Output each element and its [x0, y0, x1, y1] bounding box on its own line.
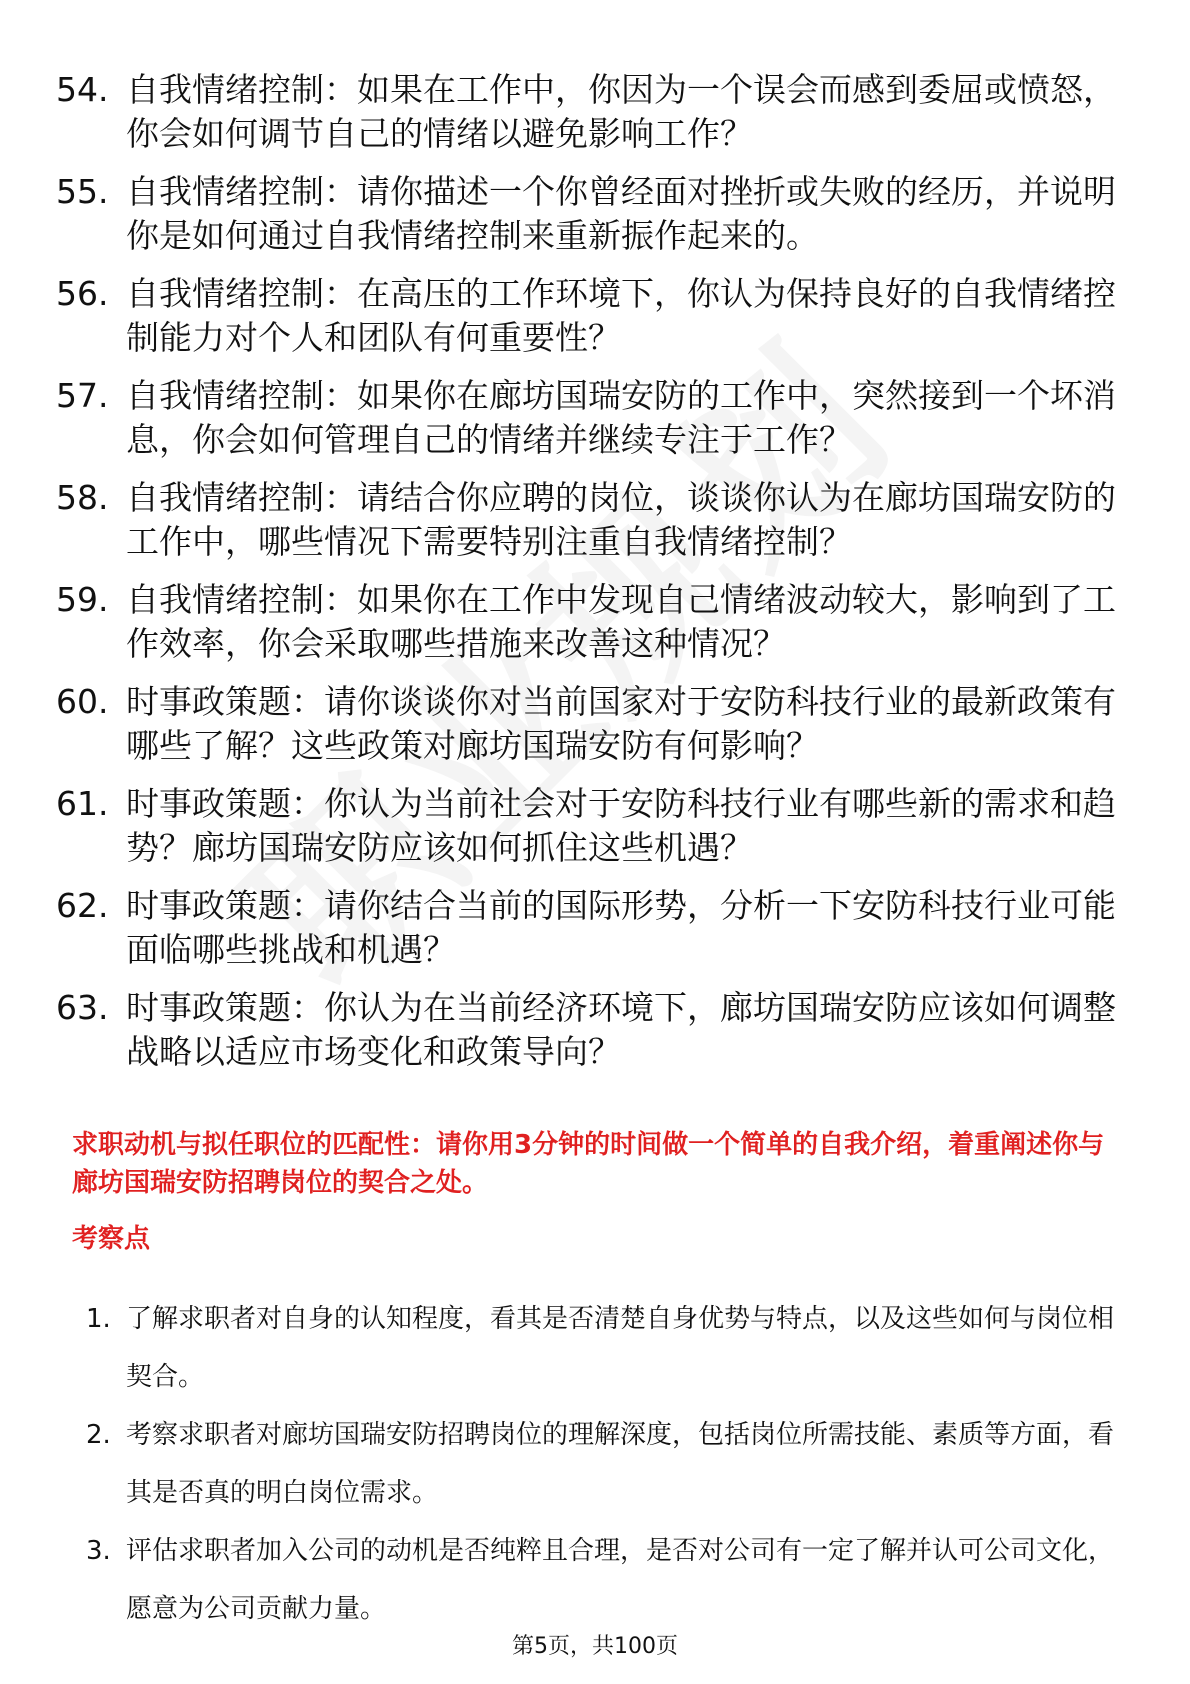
question-item — [56, 578, 1136, 666]
question-text: 自我情绪控制：在高压的工作环境下，你认为保持良好的自我情绪控制能力对个人和团队有何重要性？ — [126, 274, 1116, 357]
point-text: 了解求职者对自身的认知程度，看其是否清楚自身优势与特点，以及这些如何与岗位相契合。 — [126, 1304, 1115, 1392]
question-number: 56. — [56, 274, 109, 313]
question-item — [56, 476, 1136, 564]
section-heading: 求职动机与拟任职位的匹配性：请你用3分钟的时间做一个简单的自我介绍，着重阐述你与廊坊国瑞安防招聘岗位的契合之处。 — [72, 1130, 1105, 1198]
question-text: 自我情绪控制：如果在工作中，你因为一个误会而感到委屈或愤怒，你会如何调节自己的情绪以避免影响工作？ — [126, 70, 1116, 153]
question-number: 63. — [56, 988, 109, 1027]
question-text: 时事政策题：你认为当前社会对于安防科技行业有哪些新的需求和趋势？廊坊国瑞安防应该如何抓住这些机遇？ — [126, 784, 1116, 867]
point-item — [86, 1406, 1126, 1522]
question-item — [56, 680, 1136, 768]
question-list — [56, 68, 1136, 1088]
question-text: 时事政策题：你认为在当前经济环境下，廊坊国瑞安防应该如何调整战略以适应市场变化和政策导向？ — [126, 988, 1116, 1071]
point-number: 1. — [86, 1304, 111, 1334]
question-number: 58. — [56, 478, 109, 517]
question-item — [56, 374, 1136, 462]
point-text: 考察求职者对廊坊国瑞安防招聘岗位的理解深度，包括岗位所需技能、素质等方面，看其是否真的明白岗位需求。 — [126, 1420, 1115, 1508]
point-number: 3. — [86, 1536, 111, 1566]
question-text: 时事政策题：请你谈谈你对当前国家对于安防科技行业的最新政策有哪些了解？这些政策对廊坊国瑞安防有何影响？ — [126, 682, 1116, 765]
question-number: 59. — [56, 580, 109, 619]
page-number: 第5页，共100页 — [512, 1634, 678, 1659]
point-item — [86, 1522, 1126, 1638]
points-heading: 考察点 — [72, 1224, 151, 1254]
question-item — [56, 170, 1136, 258]
question-number: 61. — [56, 784, 109, 823]
question-text: 自我情绪控制：如果你在工作中发现自己情绪波动较大，影响到了工作效率，你会采取哪些措施来改善这种情况？ — [126, 580, 1116, 663]
question-item — [56, 884, 1136, 972]
question-item — [56, 272, 1136, 360]
question-number: 54. — [56, 70, 109, 109]
question-item — [56, 782, 1136, 870]
point-text: 评估求职者加入公司的动机是否纯粹且合理，是否对公司有一定了解并认可公司文化，愿意为公司贡献力量。 — [126, 1536, 1115, 1624]
question-number: 60. — [56, 682, 109, 721]
question-number: 57. — [56, 376, 109, 415]
point-number: 2. — [86, 1420, 111, 1450]
question-text: 时事政策题：请你结合当前的国际形势，分析一下安防科技行业可能面临哪些挑战和机遇？ — [126, 886, 1116, 969]
points-list — [86, 1290, 1126, 1638]
question-text: 自我情绪控制：请结合你应聘的岗位，谈谈你认为在廊坊国瑞安防的工作中，哪些情况下需要特别注重自我情绪控制？ — [126, 478, 1116, 561]
question-item — [56, 68, 1136, 156]
question-text: 自我情绪控制：请你描述一个你曾经面对挫折或失败的经历，并说明你是如何通过自我情绪控制来重新振作起来的。 — [126, 172, 1116, 255]
question-text: 自我情绪控制：如果你在廊坊国瑞安防的工作中，突然接到一个坏消息，你会如何管理自己的情绪并继续专注于工作？ — [126, 376, 1116, 459]
question-number: 62. — [56, 886, 109, 925]
point-item — [86, 1290, 1126, 1406]
question-number: 55. — [56, 172, 109, 211]
question-item — [56, 986, 1136, 1074]
